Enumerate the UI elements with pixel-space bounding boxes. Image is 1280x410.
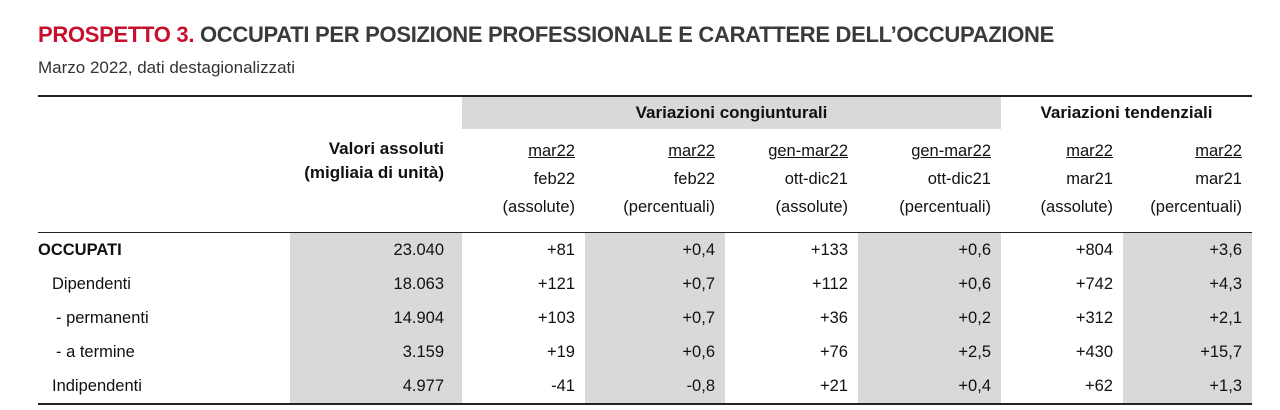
cell-value: -41 <box>462 369 585 404</box>
period-top: gen-mar22 <box>911 142 991 160</box>
period-header <box>858 129 1001 233</box>
period-mid: mar21 <box>1066 170 1113 188</box>
period-mid: mar21 <box>1195 170 1242 188</box>
cell-value: +133 <box>810 240 848 259</box>
period-unit: (assolute) <box>1040 198 1113 216</box>
cell-value: +0,2 <box>858 301 1001 335</box>
period-top: mar22 <box>668 142 715 160</box>
table-title <box>38 22 1054 48</box>
cell-value: +112 <box>812 274 848 293</box>
cell-value: +312 <box>1075 308 1113 327</box>
period-unit: (assolute) <box>775 198 848 216</box>
cell-abs: 18.063 <box>290 267 462 301</box>
period-header <box>585 129 725 233</box>
cell-value: +430 <box>1075 342 1113 361</box>
cell-value: +81 <box>547 240 575 259</box>
table-row <box>38 267 1252 301</box>
cell-value: +103 <box>537 308 575 327</box>
cell-abs: 4.977 <box>290 369 462 404</box>
cell-value: +0,7 <box>585 267 725 301</box>
abs-header-line2: (migliaia di unità) <box>304 163 444 182</box>
abs-header-line1: Valori assoluti <box>328 139 444 158</box>
cell-value: +742 <box>1075 274 1113 293</box>
period-top: gen-mar22 <box>768 142 848 160</box>
cell-value: +76 <box>820 342 848 361</box>
row-label: Indipendenti <box>38 369 290 404</box>
period-header <box>1001 129 1123 233</box>
cell-value: +121 <box>537 274 575 293</box>
row-label: - a termine <box>56 342 135 361</box>
period-mid: feb22 <box>673 170 715 188</box>
title-prefix: PROSPETTO 3. <box>38 22 195 47</box>
group-header-row <box>38 96 1252 129</box>
period-mid: feb22 <box>533 170 575 188</box>
group-congiunturali: Variazioni congiunturali <box>462 96 1001 129</box>
table-subtitle: Marzo 2022, dati destagionalizzati <box>38 58 296 77</box>
cell-value: +0,7 <box>585 301 725 335</box>
cell-value: +2,1 <box>1123 301 1252 335</box>
cell-value: -0,8 <box>585 369 725 404</box>
cell-value: +36 <box>820 308 848 327</box>
cell-value: +15,7 <box>1123 335 1252 369</box>
table-row <box>38 301 1252 335</box>
period-unit: (percentuali) <box>623 198 715 216</box>
cell-abs: 3.159 <box>290 335 462 369</box>
period-unit: (percentuali) <box>899 198 991 216</box>
row-label: Dipendenti <box>52 274 131 293</box>
cell-value: +0,4 <box>858 369 1001 404</box>
abs-header <box>290 129 462 233</box>
period-unit: (percentuali) <box>1150 198 1242 216</box>
employment-table <box>38 95 1252 405</box>
cell-value: +1,3 <box>1123 369 1252 404</box>
cell-value: +62 <box>1001 369 1123 404</box>
column-header-row <box>38 129 1252 233</box>
row-label: OCCUPATI <box>38 240 122 259</box>
cell-abs: 14.904 <box>290 301 462 335</box>
cell-value: +21 <box>725 369 858 404</box>
row-label: - permanenti <box>56 308 149 327</box>
cell-value: +4,3 <box>1123 267 1252 301</box>
group-tendenziali: Variazioni tendenziali <box>1001 96 1252 129</box>
table-row <box>38 233 1252 268</box>
period-mid: ott-dic21 <box>784 170 848 188</box>
period-top: mar22 <box>528 142 575 160</box>
cell-abs: 23.040 <box>290 233 462 268</box>
period-header <box>462 129 585 233</box>
cell-value: +3,6 <box>1123 233 1252 268</box>
cell-value: +0,6 <box>858 233 1001 268</box>
cell-value: +0,6 <box>858 267 1001 301</box>
period-header <box>725 129 858 233</box>
table-row <box>38 369 1252 404</box>
period-top: mar22 <box>1195 142 1242 160</box>
period-unit: (assolute) <box>502 198 575 216</box>
cell-value: +2,5 <box>858 335 1001 369</box>
table-row <box>38 335 1252 369</box>
cell-value: +19 <box>547 342 575 361</box>
title-text: OCCUPATI PER POSIZIONE PROFESSIONALE E CARATTERE DELL’OCCUPAZIONE <box>199 22 1055 47</box>
cell-value: +804 <box>1075 240 1113 259</box>
period-top: mar22 <box>1066 142 1113 160</box>
cell-value: +0,6 <box>585 335 725 369</box>
period-mid: ott-dic21 <box>927 170 991 188</box>
period-header <box>1123 129 1252 233</box>
cell-value: +0,4 <box>585 233 725 268</box>
